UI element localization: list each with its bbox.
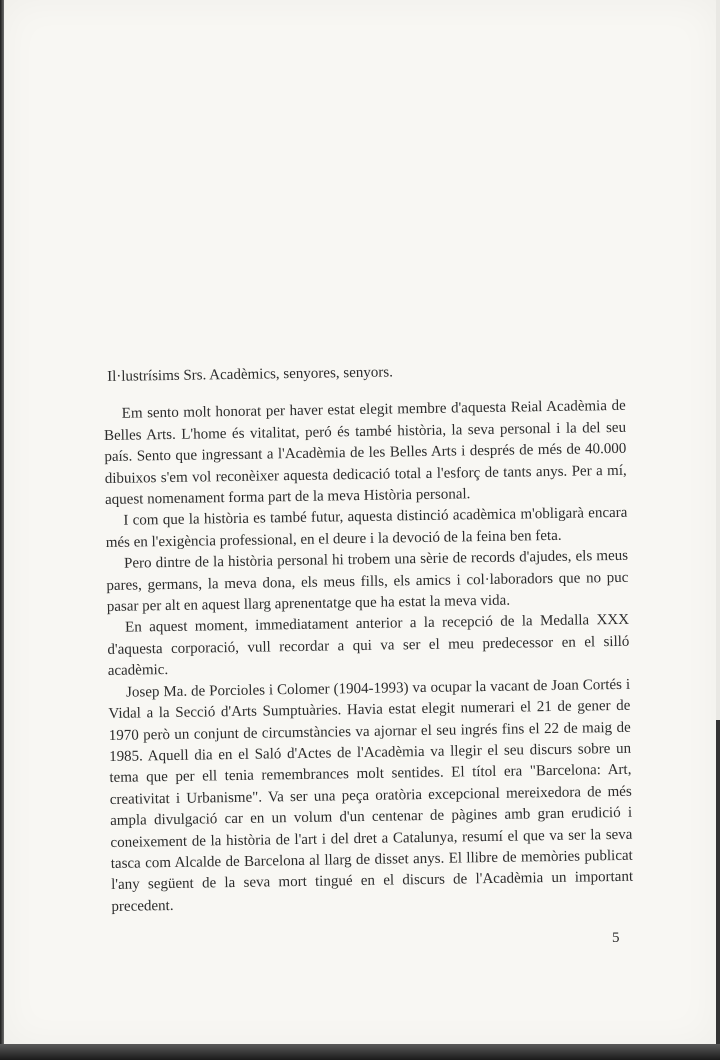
salutation: Il·lustrísims Srs. Acadèmics, senyores, senyors. xyxy=(107,364,394,385)
paragraph-honour: Em sento molt honorat per haver estat elegit membre d'aquesta Reial Acadèmia de Belles Arts. L'home és vitalitat, peró és també història, la seva personal i la del seu país. Sento que ingressant a l'Acadèmia de les Belles Arts i després de més de 40.000 dibuixos s'em vol reconèixer aquesta dedicació total a l'esforç de tants anys. Per a mí, aquest nomenament forma part de la meva Història personal. xyxy=(103,398,627,509)
paragraph-porcioles: Josep Ma. de Porcioles i Colomer (1904-1993) va ocupar la vacant de Joan Cortés i Vidal a la Secció d'Arts Sumptuàries. Havia estat elegit numerari el 21 de gener de 1970 però un conjunt de circumstàncies va ajornar el seu ingrés fins el 22 de maig de 1985. Aquell dia en el Saló d'Actes de l'Acadèmia va llegir el seu discurs sobre un tema que per ell tenia remembrances molt sentides. El títol era "Barcelona: Art, creativitat i Urbanisme". Va ser una peça oratòria excepcional mereixedora de més ampla divulgació car en un volum d'un centenar de pàgines amb gran erudició i coneixement de la història de l'art i del dret a Catalunya, resumí el que va ser la seva tasca com Alcalde de Barcelona al llarg de disset anys. El llibre de memòries publicat l'any següent de la seva mort tingué en el discurs de l'Acadèmia un important precedent. xyxy=(108,676,634,915)
paragraph-personal-history: Pero dintre de la història personal hi trobem una sèrie de records d'ajudes, els meus pares, germans, la meva dona, els meus fills, els amics i col·laboradors que no puc pasar per alt en aquest llarg aprenentatge que ha estat la meva vida. xyxy=(106,548,629,616)
body-text xyxy=(103,359,634,918)
page-bottom-edge xyxy=(0,1044,720,1060)
paragraph-predecessor: En aquest moment, immediatament anterior a la recepció de la Medalla XXX d'aquesta corporació, vull recordar a qui va ser el meu predecessor en el silló acadèmic. xyxy=(107,612,630,680)
page-right-edge-light xyxy=(716,0,720,720)
paragraph-future: I com que la història es també futur, aquesta distinció acadèmica m'obligarà encara més en l'exigència professional, en el deure i la devoció de la feina ben feta. xyxy=(105,505,628,551)
page-number: 5 xyxy=(612,930,620,946)
